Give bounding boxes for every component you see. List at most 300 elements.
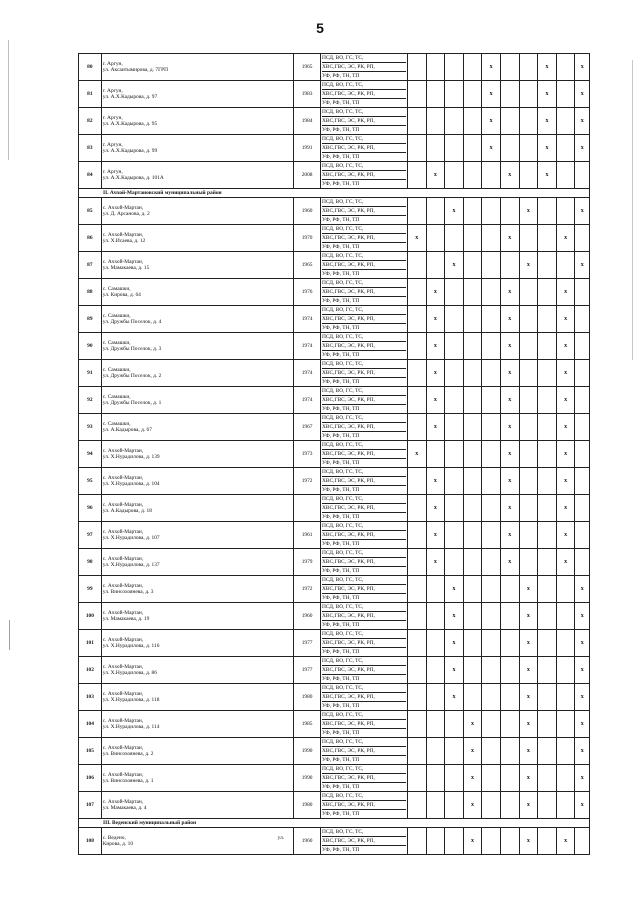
work-type-cell [575,468,590,495]
work-type-cell [426,657,445,684]
work-type-cell [426,252,445,279]
scan-artifact-left-2 [9,620,10,650]
systems-cell [321,54,408,81]
work-type-cell [482,252,501,279]
address-street: ул. Дружбы Поселок, д. 3 [102,346,162,352]
table-row [79,54,590,81]
systems-line: УФ, РФ, ТН, ТП [322,703,360,709]
row-number: 81 [79,81,102,108]
work-type-cell: x [426,333,445,360]
work-type-cell [519,54,538,81]
systems-line: ХВС,ГВС, ЭС, РК, РП, [322,423,406,432]
year-cell: 1977 [294,657,321,684]
systems-cell [321,108,408,135]
year-cell: 1965 [294,54,321,81]
systems-line: УФ, РФ, ТН, ТП [322,181,360,187]
systems-line: УФ, РФ, ТН, ТП [322,514,360,520]
year-cell: 1977 [294,630,321,657]
row-number: 82 [79,108,102,135]
work-type-cell: x [500,225,519,252]
work-type-cell [538,495,557,522]
work-type-cell: x [407,225,426,252]
work-type-cell [407,414,426,441]
address-locality: с. Ачхой-Мартан, [102,501,144,508]
work-type-cell [538,198,557,225]
year-cell: 1983 [294,81,321,108]
year-cell: 1960 [294,828,321,855]
work-type-cell [445,54,464,81]
systems-cell [321,414,408,441]
work-type-cell [407,135,426,162]
work-type-cell: x [575,630,590,657]
work-type-cell [575,333,590,360]
work-type-cell: x [426,468,445,495]
work-type-cell [463,414,482,441]
row-number: 105 [79,738,102,765]
address-cell [101,738,293,765]
work-type-cell: x [556,828,575,855]
row-number: 104 [79,711,102,738]
work-type-cell [575,522,590,549]
year-cell: 1974 [294,333,321,360]
row-number: 98 [79,549,102,576]
work-type-cell: x [519,828,538,855]
work-type-cell: x [500,468,519,495]
work-type-cell: x [426,522,445,549]
systems-cell [321,657,408,684]
systems-cell [321,441,408,468]
district-label: II. Ачхой-Мартановский муниципальный район [79,189,590,198]
work-type-cell [500,630,519,657]
systems-line: УФ, РФ, ТН, ТП [322,217,360,223]
work-type-cell: x [463,765,482,792]
systems-line: ПСД, ВО, ГС, ТС, [322,225,406,234]
work-type-cell: x [445,630,464,657]
work-type-cell: x [500,306,519,333]
work-type-cell [500,765,519,792]
work-type-cell [407,738,426,765]
address-cell [101,387,293,414]
table-row [79,252,590,279]
address-street: ул. Д. Арсанова, д. 2 [102,211,150,217]
work-type-cell [575,306,590,333]
work-type-cell [463,54,482,81]
work-type-cell [445,792,464,819]
address-cell [101,711,293,738]
address-street: ул. Мамакаева, д. 19 [102,616,150,622]
work-type-cell: x [556,225,575,252]
address-street: ул. Винсохоянева, д. 2 [102,751,154,757]
work-type-cell [538,603,557,630]
work-type-cell [500,198,519,225]
work-type-cell [445,162,464,189]
work-type-cell [407,828,426,855]
work-type-cell [463,576,482,603]
work-type-cell [482,306,501,333]
address-cell [101,441,293,468]
address-street: ул. Винсохоянева, д. 1 [102,778,154,784]
work-type-cell [407,792,426,819]
work-type-cell: x [519,711,538,738]
work-type-cell [407,765,426,792]
address-locality: с. Самашки, [102,420,131,427]
address-locality: с. Самашки, [102,393,131,400]
work-type-cell: x [556,333,575,360]
work-type-cell [482,738,501,765]
row-number: 103 [79,684,102,711]
systems-cell [321,792,408,819]
address-street: ул. Кирова, д. 64 [102,292,141,298]
work-type-cell [463,162,482,189]
systems-line: УФ, РФ, ТН, ТП [322,433,360,439]
work-type-cell: x [500,279,519,306]
work-type-cell: x [445,657,464,684]
table-row [79,792,590,819]
work-type-cell [556,162,575,189]
address-street: ул. Дружбы Поселок, д. 1 [102,400,162,406]
work-type-cell: x [556,414,575,441]
row-number: 96 [79,495,102,522]
year-cell: 1990 [294,738,321,765]
systems-line: ХВС,ГВС, ЭС, РК, РП, [322,747,406,756]
work-type-cell [556,108,575,135]
table-row [79,630,590,657]
year-cell: 2008 [294,162,321,189]
work-type-cell: x [463,711,482,738]
work-type-cell [500,657,519,684]
systems-line: ПСД, ВО, ГС, ТС, [322,306,406,315]
work-type-cell [445,387,464,414]
row-number: 93 [79,414,102,441]
address-locality: с. Ачхой-Мартан, [102,609,144,616]
work-type-cell: x [500,414,519,441]
work-type-cell: x [556,279,575,306]
address-locality: г. Аргун, [102,87,123,94]
address-cell [101,828,293,855]
address-street: ул. Х.Нурадилова, д. 137 [102,562,160,568]
work-type-cell: x [500,162,519,189]
systems-line: ПСД, ВО, ГС, ТС, [322,603,406,612]
work-type-cell: x [426,306,445,333]
work-type-cell [575,279,590,306]
work-type-cell [407,81,426,108]
systems-line: УФ, РФ, ТН, ТП [322,154,360,160]
year-cell: 1960 [294,198,321,225]
work-type-cell [500,576,519,603]
work-type-cell [482,765,501,792]
work-type-cell [445,225,464,252]
address-street: ул. А.Х.Кадырова, д. 95 [102,121,158,127]
table-row [79,108,590,135]
work-type-cell [407,252,426,279]
table-row [79,387,590,414]
row-number: 101 [79,630,102,657]
address-locality: с. Ачхой-Мартан, [102,204,144,211]
work-type-cell [519,108,538,135]
systems-line: ХВС,ГВС, ЭС, РК, РП, [322,558,406,567]
work-type-cell [575,360,590,387]
systems-cell [321,387,408,414]
systems-line: УФ, РФ, ТН, ТП [322,730,360,736]
address-cell [101,333,293,360]
address-locality: с. Ачхой-Мартан, [102,474,144,481]
address-locality: с. Ачхой-Мартан, [102,636,144,643]
work-type-cell [445,279,464,306]
work-type-cell [445,108,464,135]
work-type-cell [463,135,482,162]
work-type-cell [556,657,575,684]
work-type-cell: x [575,576,590,603]
work-type-cell [407,54,426,81]
address-street: ул. А.Х.Кадырова, д. 101А [102,175,164,181]
work-type-cell [482,792,501,819]
work-type-cell: x [482,81,501,108]
address-locality: с. Самашки, [102,366,131,373]
work-type-cell: x [463,738,482,765]
systems-line: ПСД, ВО, ГС, ТС, [322,198,406,207]
systems-line: ХВС,ГВС, ЭС, РК, РП, [322,774,406,783]
work-type-cell: x [556,495,575,522]
address-street: ул. А.Кадырова, д. 18 [102,508,152,514]
systems-line: УФ, РФ, ТН, ТП [322,757,360,763]
work-type-cell [556,684,575,711]
systems-cell [321,81,408,108]
table-row [79,360,590,387]
work-type-cell [538,684,557,711]
work-type-cell: x [519,684,538,711]
work-type-cell [482,468,501,495]
address-street: ул. Х.Нурадилова, д. 107 [102,535,160,541]
work-type-cell [426,135,445,162]
row-number: 99 [79,576,102,603]
systems-line: ХВС,ГВС, ЭС, РК, РП, [322,207,406,216]
work-type-cell [538,387,557,414]
year-cell: 1991 [294,135,321,162]
work-type-cell [482,549,501,576]
work-type-cell [538,738,557,765]
address-cell [101,108,293,135]
address-cell [101,468,293,495]
systems-line: ХВС,ГВС, ЭС, РК, РП, [322,612,406,621]
work-type-cell: x [556,549,575,576]
systems-line: ХВС,ГВС, ЭС, РК, РП, [322,531,406,540]
work-type-cell: x [500,360,519,387]
year-cell [294,495,321,522]
year-cell: 1961 [294,522,321,549]
work-type-cell [575,162,590,189]
systems-line: УФ, РФ, ТН, ТП [322,595,360,601]
systems-line: УФ, РФ, ТН, ТП [322,568,360,574]
systems-line: ХВС,ГВС, ЭС, РК, РП, [322,666,406,675]
work-type-cell [426,225,445,252]
table-row [79,828,590,855]
address-locality: г. Аргун, [102,60,123,67]
systems-cell [321,549,408,576]
table-row [79,657,590,684]
work-type-cell [445,549,464,576]
work-type-cell [556,576,575,603]
district-header-row [79,189,590,198]
row-number: 85 [79,198,102,225]
work-type-cell [500,252,519,279]
work-type-cell [445,522,464,549]
work-type-cell [519,81,538,108]
address-locality: с. Ачхой-Мартан, [102,798,144,805]
table-row [79,576,590,603]
work-type-cell [538,765,557,792]
work-type-cell [500,81,519,108]
systems-cell [321,522,408,549]
work-type-cell [407,306,426,333]
work-type-cell [519,387,538,414]
work-type-cell [463,333,482,360]
year-cell: 1979 [294,549,321,576]
work-type-cell [538,657,557,684]
work-type-cell [426,828,445,855]
work-type-cell [556,252,575,279]
work-type-cell [426,81,445,108]
table-row [79,162,590,189]
work-type-cell [445,360,464,387]
address-locality: с. Ачхой-Мартан, [102,258,144,265]
district-label: III. Веденский муниципальный район [79,819,590,828]
work-type-cell [445,711,464,738]
work-type-cell: x [556,360,575,387]
work-type-cell [556,738,575,765]
work-type-cell: x [445,198,464,225]
systems-line: УФ, РФ, ТН, ТП [322,73,360,79]
systems-line: ПСД, ВО, ГС, ТС, [322,792,406,801]
address-street: ул. Винсохоянева, д. 3 [102,589,154,595]
year-cell: 1984 [294,108,321,135]
work-type-cell [482,279,501,306]
systems-line: УФ, РФ, ТН, ТП [322,622,360,628]
work-type-cell [407,630,426,657]
work-type-cell [500,684,519,711]
year-cell: 1980 [294,792,321,819]
work-type-cell [538,360,557,387]
systems-line: ПСД, ВО, ГС, ТС, [322,630,406,639]
work-type-cell: x [500,387,519,414]
table-row [79,738,590,765]
row-number: 100 [79,603,102,630]
systems-line: УФ, РФ, ТН, ТП [322,127,360,133]
systems-cell [321,765,408,792]
work-type-cell [500,738,519,765]
systems-line: УФ, РФ, ТН, ТП [322,784,360,790]
work-type-cell: x [538,54,557,81]
work-type-cell [482,576,501,603]
systems-line: ХВС,ГВС, ЭС, РК, РП, [322,720,406,729]
year-cell: 1974 [294,306,321,333]
address-locality: г. Аргун, [102,141,123,148]
table-row [79,333,590,360]
work-type-cell [426,738,445,765]
work-type-cell: x [426,387,445,414]
address-street: ул. Дружбы Поселок, д. 4 [102,319,162,325]
systems-line: ПСД, ВО, ГС, ТС, [322,135,406,144]
work-type-cell [575,441,590,468]
buildings-table [78,53,590,855]
systems-line: УФ, РФ, ТН, ТП [322,811,360,817]
work-type-cell [407,576,426,603]
table-row [79,414,590,441]
systems-line: ХВС,ГВС, ЭС, РК, РП, [322,639,406,648]
work-type-cell [463,198,482,225]
work-type-cell [463,252,482,279]
work-type-cell: x [519,252,538,279]
address-locality: с. Самашки, [102,285,131,292]
work-type-cell [519,549,538,576]
systems-line: ХВС,ГВС, ЭС, РК, РП, [322,117,406,126]
scan-artifact-right [632,60,633,360]
systems-cell [321,738,408,765]
address-street: ул. Х.Нурадилова, д. 86 [102,670,157,676]
systems-cell [321,252,408,279]
address-locality-name: с. Ведено, [102,834,126,841]
work-type-cell: x [463,792,482,819]
work-type-cell: x [426,549,445,576]
table-row [79,225,590,252]
systems-line: ХВС,ГВС, ЭС, РК, РП, [322,144,406,153]
systems-line: УФ, РФ, ТН, ТП [322,460,360,466]
address-locality: с. Самашки, [102,339,131,346]
row-number: 84 [79,162,102,189]
work-type-cell [519,414,538,441]
work-type-cell [519,468,538,495]
work-type-cell [519,279,538,306]
systems-line: ПСД, ВО, ГС, ТС, [322,684,406,693]
work-type-cell [407,468,426,495]
work-type-cell [538,333,557,360]
work-type-cell: x [538,81,557,108]
systems-line: ХВС,ГВС, ЭС, РК, РП, [322,63,406,72]
systems-cell [321,279,408,306]
year-cell: 1965 [294,252,321,279]
work-type-cell [407,198,426,225]
work-type-cell [463,108,482,135]
work-type-cell: x [426,495,445,522]
work-type-cell [482,333,501,360]
address-locality: с. Ачхой-Мартан, [102,771,144,778]
work-type-cell [482,657,501,684]
systems-line: ХВС,ГВС, ЭС, РК, РП, [322,234,406,243]
address-cell [101,414,293,441]
work-type-cell [519,360,538,387]
systems-line: ХВС,ГВС, ЭС, РК, РП, [322,585,406,594]
work-type-cell [445,765,464,792]
work-type-cell [463,684,482,711]
work-type-cell: x [575,684,590,711]
row-number: 87 [79,252,102,279]
work-type-cell [445,306,464,333]
row-number: 86 [79,225,102,252]
table-row [79,135,590,162]
row-number: 91 [79,360,102,387]
address-locality: с. Ачхой-Мартан, [102,582,144,589]
address-cell [101,522,293,549]
systems-cell [321,225,408,252]
address-locality: с. Ачхой-Мартан, [102,717,144,724]
work-type-cell [556,792,575,819]
work-type-cell [538,522,557,549]
address-cell [101,135,293,162]
table-row [79,495,590,522]
systems-cell [321,576,408,603]
systems-line: ХВС,ГВС, ЭС, РК, РП, [322,693,406,702]
address-cell [101,495,293,522]
systems-line: ХВС,ГВС, ЭС, РК, РП, [322,315,406,324]
